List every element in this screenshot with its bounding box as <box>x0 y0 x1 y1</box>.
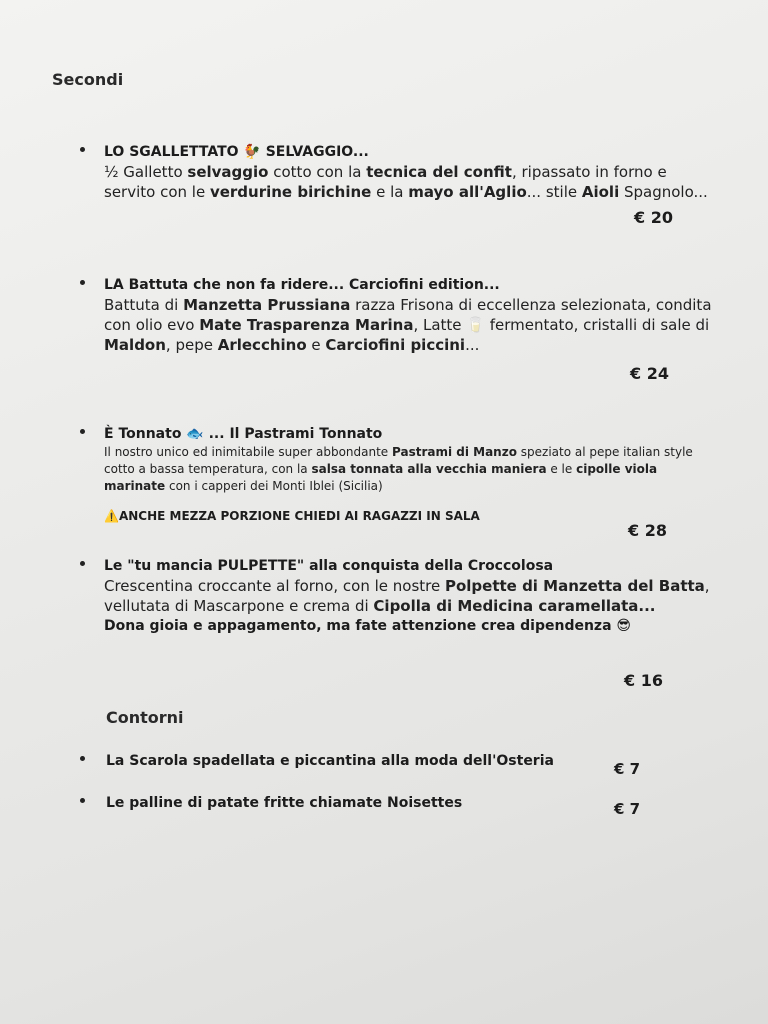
description-text: , Latte 🥛 fermentato, cristalli di sale di <box>413 316 710 334</box>
bullet <box>80 798 85 803</box>
description-text: ½ Galletto <box>104 163 188 181</box>
highlighted-ingredient: cipolle viola marinate <box>104 462 658 493</box>
item-note: ⚠️ANCHE MEZZA PORZIONE CHIEDI AI RAGAZZI IN SALA <box>104 509 480 523</box>
highlighted-ingredient: Cipolla di Medicina caramellata... <box>373 597 656 615</box>
description-text: con i capperi dei Monti Iblei (Sicilia) <box>165 479 383 493</box>
item-price: € 24 <box>630 364 669 383</box>
highlighted-ingredient: Polpette di Manzetta del Batta <box>444 577 705 595</box>
menu-item <box>80 275 720 355</box>
highlighted-ingredient: Maldon <box>104 336 166 354</box>
side-item <box>80 792 680 813</box>
section-title-secondi: Secondi <box>52 70 124 89</box>
highlighted-ingredient: Carciofini piccini <box>325 336 466 354</box>
description-text: ... <box>465 336 480 354</box>
description-text: e la <box>371 183 409 201</box>
menu-item <box>80 424 720 537</box>
bullet <box>80 561 85 566</box>
highlighted-ingredient: Arlecchino <box>217 336 307 354</box>
item-title: Le "tu mancia PULPETTE" alla conquista della Croccolosa <box>104 558 554 574</box>
description-text: Spagnolo... <box>619 183 708 201</box>
item-title: LO SGALLETTATO 🐓 SELVAGGIO... <box>104 144 369 160</box>
item-description <box>104 444 720 495</box>
description-text: , ripassato in forno e servito con le <box>104 163 667 201</box>
item-description <box>104 295 720 355</box>
item-description <box>104 576 720 616</box>
menu-item <box>80 556 720 636</box>
side-item-price: € 7 <box>614 800 641 818</box>
description-text: cotto con la <box>268 163 367 181</box>
item-price: € 20 <box>634 208 673 227</box>
description-text: e le <box>546 462 577 476</box>
description-text: Battuta di <box>104 296 184 314</box>
description-text: , pepe <box>165 336 218 354</box>
bullet <box>80 280 85 285</box>
highlighted-ingredient: mayo all'Aglio <box>408 183 527 201</box>
item-description <box>104 162 720 202</box>
bullet <box>80 429 85 434</box>
description-text: Il nostro unico ed inimitabile super abbondante <box>104 445 392 459</box>
description-text: speziato al pepe italian style cotto a bassa temperatura, con la <box>104 445 693 476</box>
side-item-label: La Scarola spadellata e piccantina alla moda dell'Osteria <box>106 753 554 769</box>
item-title: È Tonnato 🐟 ... Il Pastrami Tonnato <box>104 426 383 442</box>
description-text: razza Frisona di eccellenza selezionata, condita con olio evo <box>104 296 712 334</box>
highlighted-ingredient: selvaggio <box>187 163 269 181</box>
item-price: € 16 <box>624 671 663 690</box>
description-text: ... stile <box>526 183 582 201</box>
highlighted-ingredient: tecnica del confit <box>366 163 512 181</box>
side-item-price: € 7 <box>614 760 641 778</box>
bullet <box>80 756 85 761</box>
description-text: , vellutata di Mascarpone e crema di <box>104 577 710 615</box>
bullet <box>80 147 85 152</box>
highlighted-ingredient: verdurine birichine <box>209 183 372 201</box>
highlighted-ingredient: Aioli <box>581 183 620 201</box>
item-note: Dona gioia e appagamento, ma fate attenzione crea dipendenza 😎 <box>104 618 631 634</box>
description-text: e <box>306 336 326 354</box>
side-item <box>80 750 680 771</box>
section-title-contorni: Contorni <box>106 708 184 727</box>
highlighted-ingredient: salsa tonnata alla vecchia maniera <box>311 462 547 476</box>
description-text: Crescentina croccante al forno, con le nostre <box>104 577 445 595</box>
menu-item <box>80 142 720 202</box>
highlighted-ingredient: Mate Trasparenza Marina <box>199 316 414 334</box>
highlighted-ingredient: Pastrami di Manzo <box>392 445 517 459</box>
item-price: € 28 <box>628 521 667 540</box>
item-title: LA Battuta che non fa ridere... Carciofini edition... <box>104 277 500 293</box>
side-item-label: Le palline di patate fritte chiamate Noisettes <box>106 795 463 811</box>
highlighted-ingredient: Manzetta Prussiana <box>183 296 351 314</box>
